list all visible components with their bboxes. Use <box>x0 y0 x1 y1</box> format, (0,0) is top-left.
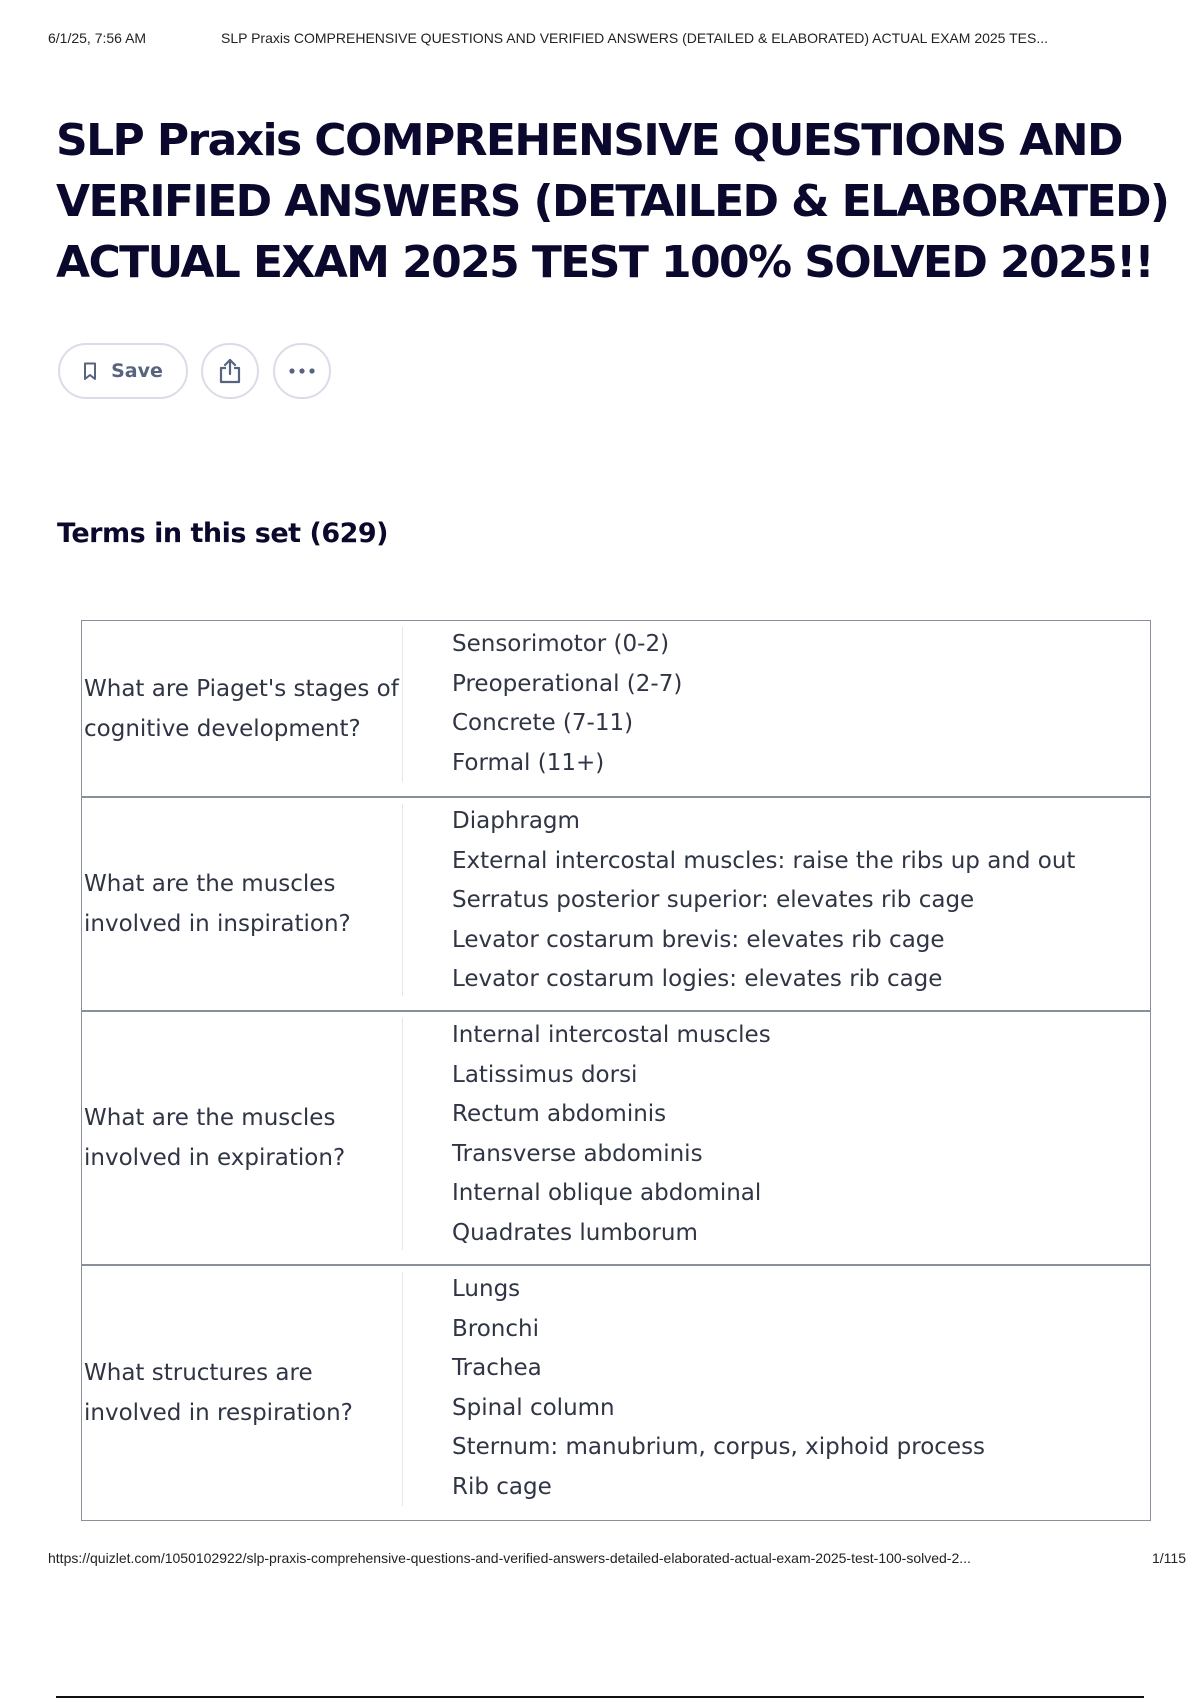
answer-line: Levator costarum logies: elevates rib cage <box>452 966 943 992</box>
answer-line: Trachea <box>452 1355 542 1381</box>
term-row <box>82 621 1150 798</box>
terms-heading: Terms in this set (629) <box>57 518 389 549</box>
answer-line: Internal intercostal muscles <box>452 1022 771 1048</box>
column-divider <box>402 1018 403 1250</box>
answer-line: Bronchi <box>452 1315 539 1342</box>
answer-line: External intercostal muscles: raise the ribs up and out <box>452 847 1076 874</box>
answer-line: Latissimus dorsi <box>452 1061 638 1088</box>
print-footer <box>48 1550 1186 1570</box>
term-answer <box>402 1012 1150 1264</box>
term-row <box>82 798 1150 1012</box>
term-question: What are Piaget's stages of cognitive development? <box>84 675 399 742</box>
term-row <box>82 1266 1150 1520</box>
answer-line: Formal (11+) <box>452 749 605 776</box>
page-indicator: 1/115 <box>1152 1550 1186 1566</box>
answer-line: Rectum abdominis <box>452 1101 667 1127</box>
term-answer <box>402 1266 1150 1520</box>
term-row <box>82 1012 1150 1266</box>
save-button[interactable] <box>58 343 188 399</box>
term-question: What are the muscles involved in expiration? <box>84 1105 346 1171</box>
more-horizontal-icon <box>289 368 315 374</box>
term-question: What structures are involved in respiration? <box>84 1360 353 1426</box>
answer-line: Spinal column <box>452 1394 615 1421</box>
term-answer <box>402 798 1150 1010</box>
answer-line: Diaphragm <box>452 808 580 834</box>
term-question: What are the muscles involved in inspiration? <box>84 871 351 937</box>
answer-line: Transverse abdominis <box>452 1140 703 1167</box>
column-divider <box>402 627 403 782</box>
answer-line: Quadrates lumborum <box>452 1219 698 1246</box>
answer-line: Lungs <box>452 1276 521 1302</box>
share-icon <box>217 357 243 385</box>
print-url: https://quizlet.com/1050102922/slp-praxis-comprehensive-questions-and-verified-answers-detailed-elaborated-actual-exam-2025-test-100-solved-2... <box>48 1550 971 1566</box>
term-answer <box>402 621 1150 796</box>
answer-line: Preoperational (2-7) <box>452 670 683 697</box>
page-title: SLP Praxis COMPREHENSIVE QUESTIONS AND VERIFIED ANSWERS (DETAILED & ELABORATED) ACTUAL EXAM 2025 TEST 100% SOLVED 2025!! <box>56 115 1169 288</box>
answer-line: Sensorimotor (0-2) <box>452 631 670 657</box>
share-button[interactable] <box>201 343 259 399</box>
answer-line: Rib cage <box>452 1473 552 1500</box>
answer-line: Internal oblique abdominal <box>452 1180 762 1206</box>
answer-line: Sternum: manubrium, corpus, xiphoid process <box>452 1434 986 1460</box>
column-divider <box>402 804 403 996</box>
bookmark-icon <box>83 362 97 381</box>
print-header <box>48 30 1176 50</box>
more-options-button[interactable] <box>273 343 331 399</box>
answer-line: Serratus posterior superior: elevates rib cage <box>452 887 975 913</box>
column-divider <box>402 1272 403 1506</box>
terms-table <box>81 620 1151 1521</box>
save-button-label: Save <box>111 360 163 382</box>
print-doc-title: SLP Praxis COMPREHENSIVE QUESTIONS AND VERIFIED ANSWERS (DETAILED & ELABORATED) ACTUAL EXAM 2025 TES... <box>221 30 1048 46</box>
print-datetime: 6/1/25, 7:56 AM <box>48 30 147 46</box>
answer-line: Levator costarum brevis: elevates rib cage <box>452 926 945 953</box>
page-bottom-rule <box>56 1696 1144 1698</box>
answer-line: Concrete (7-11) <box>452 710 634 736</box>
